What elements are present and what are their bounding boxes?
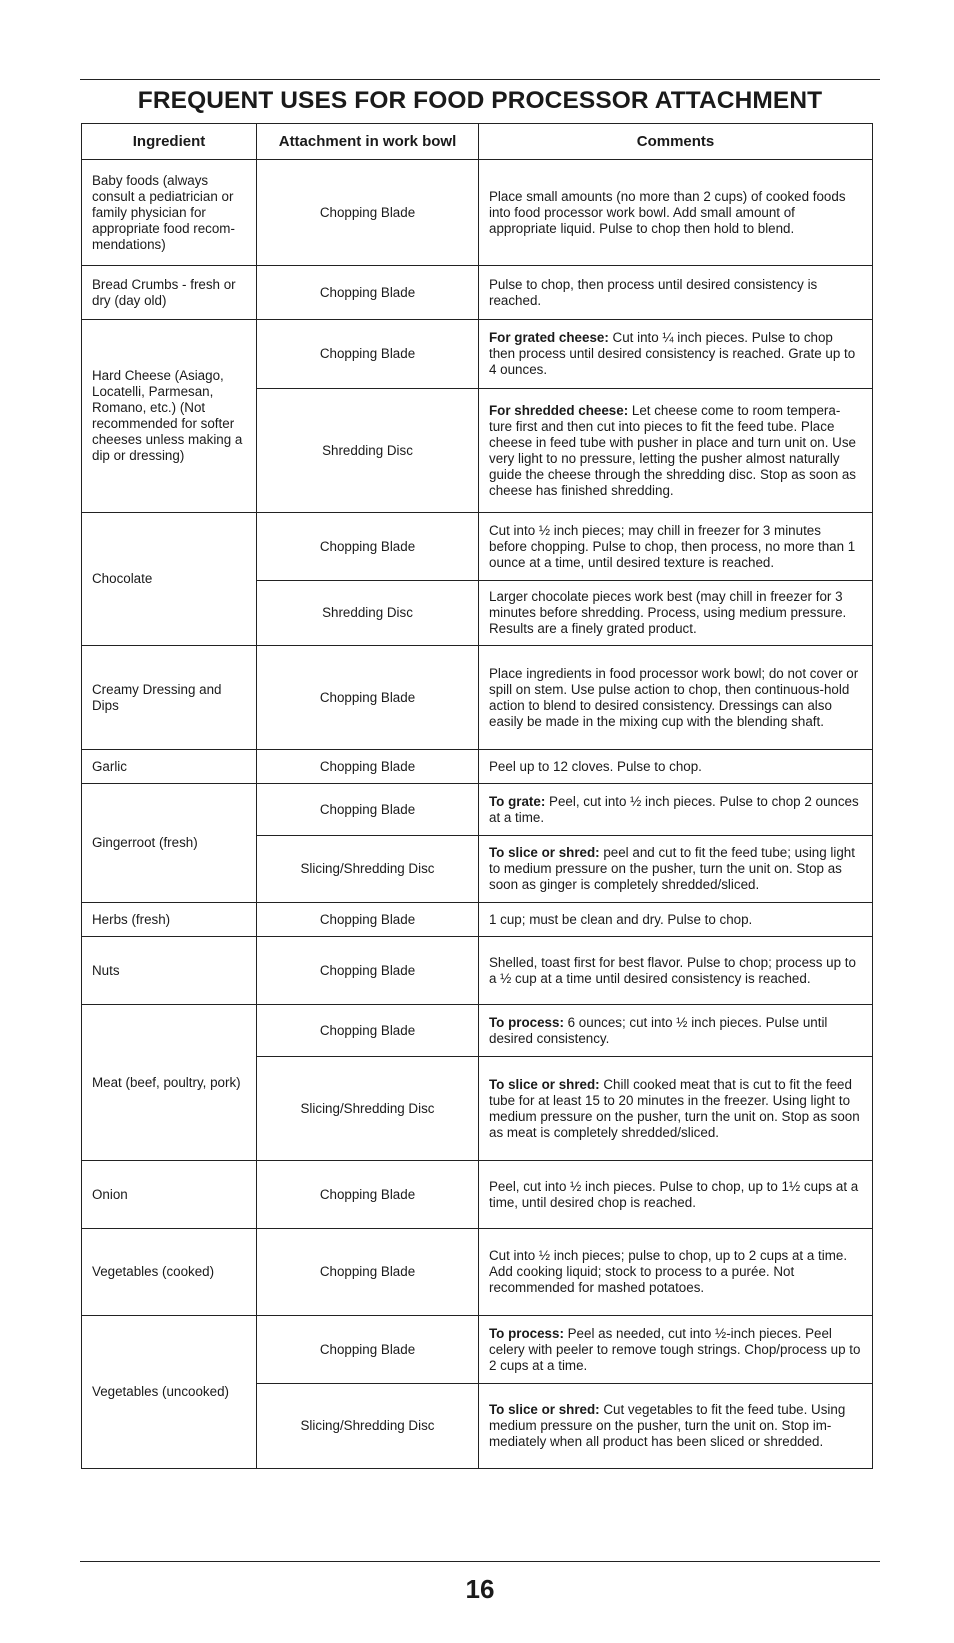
comment-cell — [479, 836, 873, 903]
ingredient-cell: Baby foods (always consult a pediatrician or family physician for appropriate food recom-mendations) — [82, 160, 257, 266]
comment-cell — [479, 266, 873, 320]
comment-text: Chill cooked meat that is cut to fit the feed tube for at least 15 to 20 minutes in the freezer. Using light to medium pressure on the pusher, turn the unit on. Stop as soon as meat is completely shredded/sliced. — [489, 1076, 860, 1140]
table-row — [82, 1161, 873, 1229]
comment-text: peel and cut to fit the feed tube; using light to medium pressure on the pusher, turn the unit on. Stop as soon as ginger is completely shredded/sliced. — [489, 845, 855, 892]
table-row — [82, 903, 873, 937]
ingredient-cell: Gingerroot (fresh) — [82, 784, 257, 903]
attachment-cell: Chopping Blade — [257, 266, 479, 320]
comment-lead: For grated cheese: — [489, 330, 609, 345]
table-row — [82, 784, 873, 836]
comment-lead: To process: — [489, 1014, 564, 1030]
comment-lead: To slice or shred: — [489, 1402, 600, 1417]
ingredient-cell: Onion — [82, 1161, 257, 1229]
table-row — [82, 1005, 873, 1057]
comment-cell — [479, 750, 873, 784]
comment-text: Shelled, toast first for best flavor. Pulse to chop; process up to a ½ cup at a time until desired consistency is reached. — [489, 954, 856, 986]
attachment-cell: Shredding Disc — [257, 389, 479, 513]
attachment-cell: Shredding Disc — [257, 581, 479, 646]
ingredient-cell: Vegetables (uncooked) — [82, 1316, 257, 1469]
comment-cell — [479, 903, 873, 937]
table-row — [82, 937, 873, 1005]
attachment-cell: Chopping Blade — [257, 903, 479, 937]
table-body — [82, 160, 873, 1469]
comment-cell — [479, 320, 873, 389]
comment-text: Place ingredients in food processor work bowl; do not cover or spill on stem. Use pulse action to chop, then continuous-hold action to blend to desired consistency. Dressings can also easily be made in the mixing cup with the blending shaft. — [489, 665, 859, 729]
comment-text: Peel, cut into ½ inch pieces. Pulse to chop, up to 1½ cups at a time, until desired chop is reached. — [489, 1178, 859, 1210]
comment-lead: For shredded cheese: — [489, 402, 629, 418]
comment-cell — [479, 1229, 873, 1316]
ingredient-cell: Meat (beef, poultry, pork) — [82, 1005, 257, 1161]
bottom-rule — [80, 1561, 880, 1562]
comment-cell — [479, 937, 873, 1005]
comment-text: Peel, cut into ½ inch pieces. Pulse to chop 2 ounces at a time. — [489, 793, 859, 825]
comment-text: 1 cup; must be clean and dry. Pulse to chop. — [489, 911, 753, 927]
comment-lead: To slice or shred: — [489, 845, 600, 860]
header-row — [82, 124, 873, 160]
comment-cell — [479, 513, 873, 581]
attachment-cell: Chopping Blade — [257, 1005, 479, 1057]
comment-cell — [479, 784, 873, 836]
attachment-cell: Chopping Blade — [257, 937, 479, 1005]
comment-cell — [479, 1057, 873, 1161]
table-row — [82, 513, 873, 581]
comment-cell — [479, 1384, 873, 1469]
attachment-cell: Chopping Blade — [257, 513, 479, 581]
attachment-cell: Slicing/Shredding Disc — [257, 1384, 479, 1469]
header-ingredient: Ingredient — [82, 124, 257, 160]
comment-text: Cut into ½ inch pieces; pulse to chop, up to 2 cups at a time. Add cooking liquid; stock to process to a purée. Not recommended for mashed potatoes. — [489, 1248, 848, 1295]
page-number: 16 — [465, 1574, 495, 1604]
ingredient-cell: Hard Cheese (Asiago, Locatelli, Parmesan, Romano, etc.) (Not recommended for softer cheeses unless making a dip or dressing) — [82, 320, 257, 513]
table-row — [82, 1229, 873, 1316]
attachment-cell: Chopping Blade — [257, 1161, 479, 1229]
ingredient-cell: Vegetables (cooked) — [82, 1229, 257, 1316]
table-row — [82, 1316, 873, 1384]
table-row — [82, 646, 873, 750]
uses-table — [81, 123, 873, 1469]
comment-cell — [479, 389, 873, 513]
comment-cell — [479, 160, 873, 266]
ingredient-cell: Garlic — [82, 750, 257, 784]
comment-cell — [479, 646, 873, 750]
comment-lead: To process: — [489, 1325, 564, 1341]
page-title: FREQUENT USES FOR FOOD PROCESSOR ATTACHMENT — [137, 87, 823, 114]
comment-lead: To slice or shred: — [489, 1076, 600, 1092]
comment-text: Place small amounts (no more than 2 cups) of cooked foods into food processor work bowl. Add small amount of appropriate liquid. Pulse to chop then hold to blend. — [489, 188, 846, 236]
top-rule — [80, 79, 880, 80]
table-row — [82, 266, 873, 320]
comment-text: Cut into ½ inch pieces; may chill in freezer for 3 minutes before chopping. Pulse to chop, then process, no more than 1 ounce at a time, until desired texture is reached. — [489, 522, 856, 570]
attachment-cell: Chopping Blade — [257, 320, 479, 389]
attachment-cell: Chopping Blade — [257, 646, 479, 750]
comment-text: Peel up to 12 cloves. Pulse to chop. — [489, 758, 702, 774]
comment-text: Larger chocolate pieces work best (may chill in freezer for 3 minutes before shredding. Process, using medium pressure. Results are a finely grated product. — [489, 589, 847, 636]
ingredient-cell: Chocolate — [82, 513, 257, 646]
table-row — [82, 320, 873, 389]
attachment-cell: Chopping Blade — [257, 160, 479, 266]
comment-lead: To grate: — [489, 793, 546, 809]
ingredient-cell: Nuts — [82, 937, 257, 1005]
attachment-cell: Slicing/Shredding Disc — [257, 836, 479, 903]
comment-cell — [479, 581, 873, 646]
ingredient-cell: Creamy Dressing and Dips — [82, 646, 257, 750]
comment-text: Let cheese come to room tempera-ture first and then cut into pieces to fit the feed tube. Place cheese in feed tube with pusher in place and turn unit on. Use very light to no pressure, letting the pusher almost naturally guide the cheese through the shredding disc. Stop as soon as cheese has finished shredding. — [489, 402, 857, 498]
header-comments: Comments — [479, 124, 873, 160]
attachment-cell: Chopping Blade — [257, 1316, 479, 1384]
comment-cell — [479, 1005, 873, 1057]
comment-cell — [479, 1161, 873, 1229]
comment-text: Pulse to chop, then process until desired consistency is reached. — [489, 276, 818, 308]
attachment-cell: Chopping Blade — [257, 784, 479, 836]
ingredient-cell: Bread Crumbs - fresh or dry (day old) — [82, 266, 257, 320]
comment-text: Cut into ¼ inch pieces. Pulse to chop then process until desired consistency is reached. Grate up to 4 ounces. — [489, 330, 856, 377]
comment-text: Peel as needed, cut into ½-inch pieces. Peel celery with peeler to remove tough strings. Chop/process up to 2 cups at a time. — [489, 1325, 861, 1373]
attachment-cell: Chopping Blade — [257, 1229, 479, 1316]
ingredient-cell: Herbs (fresh) — [82, 903, 257, 937]
comment-cell — [479, 1316, 873, 1384]
comment-text: Cut vegetables to fit the feed tube. Using medium pressure on the pusher, turn the unit on. Stop im-mediately when all product has been sliced or shredded. — [489, 1402, 846, 1449]
table-row — [82, 160, 873, 266]
table-row — [82, 750, 873, 784]
header-attachment: Attachment in work bowl — [257, 124, 479, 160]
comment-text: 6 ounces; cut into ½ inch pieces. Pulse until desired consistency. — [489, 1014, 828, 1046]
attachment-cell: Chopping Blade — [257, 750, 479, 784]
attachment-cell: Slicing/Shredding Disc — [257, 1057, 479, 1161]
